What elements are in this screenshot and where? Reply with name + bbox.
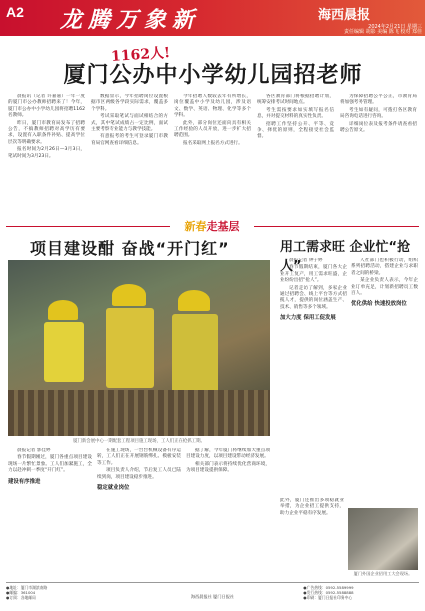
paragraph: 考生需按要求如实填写报名信息，并对提交材料的真实性负责。: [257, 107, 334, 120]
paragraph: 晨报讯（记者 许嘉嘉）一年一度的厦门市公办教师招聘来了！今年，厦门市公办中小学幼儿园将招聘1162名教师。: [8, 94, 85, 119]
subheading: 稳定就业岗位: [97, 485, 130, 492]
section-label: [170, 218, 254, 234]
paragraph: 为保障招聘公平公正，市教育局将加强考务管理。: [340, 94, 417, 106]
paragraph: 人社部门也积极行动，组织系列招聘活动，搭建企业与求职者之间的桥梁。: [351, 258, 418, 276]
footer-left: [6, 585, 122, 609]
main-headline: 厦门公办中小学幼儿园招老师: [63, 63, 363, 88]
paragraph: 详细岗位表及报考条件请查看招聘公告原文。: [340, 121, 417, 134]
article-column: [174, 94, 251, 216]
footer-line: ●广告热线：0592-5589999: [303, 585, 354, 590]
paragraph: 春节假期结束，厦门各大企业开工复产，用工需求旺盛，企业纷纷出招“抢人”。: [280, 265, 347, 284]
paragraph: 在施工现场，一台台机械设备有序运转，工人们正在开展钢筋绑扎、模板安装等工作。: [97, 448, 181, 466]
paragraph: 昨日，厦门市教育局发布了招聘公告，不搞教师招聘对高学历有要求，设置有入职条件补贴、提高学位层次等明确要求。: [8, 120, 85, 145]
paragraph: 据了解，今年厦门将继续加大重点项目建设力度，以项目建设带动经济发展。: [186, 448, 270, 460]
section-label-main: 走基层: [206, 220, 240, 233]
byline: 晨报记者 郭佳婷: [17, 448, 51, 453]
page-footer: [6, 585, 419, 609]
photo-caption: 厦门新会展中心一期配套工程项目施工现场，工人们正在抢抓工期。: [73, 439, 205, 444]
newspaper-logo: 海西晨报: [318, 8, 371, 23]
left-story-headline: 项目建设酣 奋战“开门红”: [30, 239, 230, 258]
paragraph: 有意报考的考生可登录厦门市教育局官网查看详细信息。: [91, 134, 168, 146]
footer-publisher: 海西晨报社 厦门日报社: [190, 594, 235, 599]
paragraph: 报名采取网上报名方式进行。: [183, 140, 243, 146]
article-column: [8, 448, 92, 580]
paragraph: 某企业负责人表示，今年企业订单充足，计划新招聘员工数百人。: [351, 278, 418, 297]
paragraph: 各区教育部门将根据招聘计划，统筹安排考试时间地点。: [257, 94, 334, 106]
page-number: A2: [6, 4, 24, 20]
paragraph: 考生如有疑问，可拨打各区教育局咨询电话进行咨询。: [340, 107, 417, 120]
paragraph: 此外，部分岗位还面向具有相关工作经验的人员开放，进一步扩大招聘范围。: [174, 120, 251, 139]
right-story-body: [280, 258, 418, 494]
article-column: [340, 94, 417, 216]
footer-right: [303, 585, 419, 609]
paragraph: 记者走访了解到，多家企业通过招聘会、线上平台等方式招揽人才，提供的岗位涵盖生产、技术、销售等多个领域。: [280, 285, 347, 310]
article-column: [280, 258, 347, 494]
top-story-body: [8, 94, 417, 216]
article-column: [97, 448, 181, 580]
dateline: 2024年2月21日 星期三: [368, 24, 422, 30]
article-column: [91, 94, 168, 216]
section-label-pre: 新春: [184, 220, 207, 233]
paragraph: 项目负责人介绍，节后复工人员已陆续到岗，项目建设稳步推进。: [97, 468, 181, 480]
photo-caption: 厦门外国企业招用工大会现场。: [353, 571, 413, 576]
paragraph: 招聘工作坚持公开、平等、竞争、择优的原则，全程接受社会监督。: [257, 121, 334, 140]
paragraph: 今年招聘人数较去年有所增长，岗位覆盖中小学及幼儿园，涉及语文、数学、英语、物理、化学等多个学科。: [174, 94, 251, 119]
paragraph: 春节假期刚过，厦门各重点项目建设现场一片繁忙景象。工人们加紧施工，全力以赴冲刺一季度“开门红”。: [8, 455, 92, 474]
footer-line: ●地址：厦门市湖滨南路: [6, 585, 48, 590]
footer-line: ●印刷：厦门日报社印务中心: [303, 595, 353, 600]
article-column: [257, 94, 334, 216]
footer-line: ●订阅：各地邮局: [6, 595, 36, 600]
editor-line: 责任编辑 胡影 美编 陈飞 校对 郑佳: [344, 29, 422, 35]
left-story-body: [8, 448, 270, 580]
headline-kicker: 1162人!: [110, 44, 171, 66]
footer-line: ●邮编：361004: [6, 590, 36, 595]
subheading: 建设有序推进: [8, 478, 41, 485]
job-fair-photo: [348, 508, 418, 570]
byline: 晨报记者 钟子婷: [289, 258, 323, 263]
footer-line: ●发行热线：0592-5588888: [303, 590, 354, 595]
subheading: 加大力度 保用工促发展: [280, 315, 336, 322]
right-story-headline: 用工需求旺 企业忙“抢人”: [280, 240, 411, 274]
article-column: [280, 498, 344, 578]
subheading: 优化供给 快速投放岗位: [351, 301, 407, 308]
paragraph: 此外，厦门还推出多项稳就业举措，为企业招工提供支持，助力企业平稳有序发展。: [280, 498, 344, 516]
article-column: [186, 448, 270, 580]
masthead-slogan: 龙腾万象新: [60, 7, 201, 33]
article-column: [8, 94, 85, 216]
article-column: [351, 258, 418, 494]
paragraph: 数据显示，今年招聘岗位设置根据市区两级各学段实际需求，覆盖多个学科。: [91, 94, 168, 112]
paragraph: 考试采取笔试与面试相结合的方式，其中笔试成绩占一定比例，面试主要考察专业能力与教学技能。: [91, 114, 168, 133]
footer-rule: [6, 582, 419, 583]
construction-photo: [8, 260, 270, 436]
paragraph: 相关部门表示将持续优化营商环境，为项目建设提供保障。: [186, 461, 270, 474]
paragraph: 报名时间为2月26日—3月3日，笔试时间为3月23日。: [8, 147, 85, 159]
